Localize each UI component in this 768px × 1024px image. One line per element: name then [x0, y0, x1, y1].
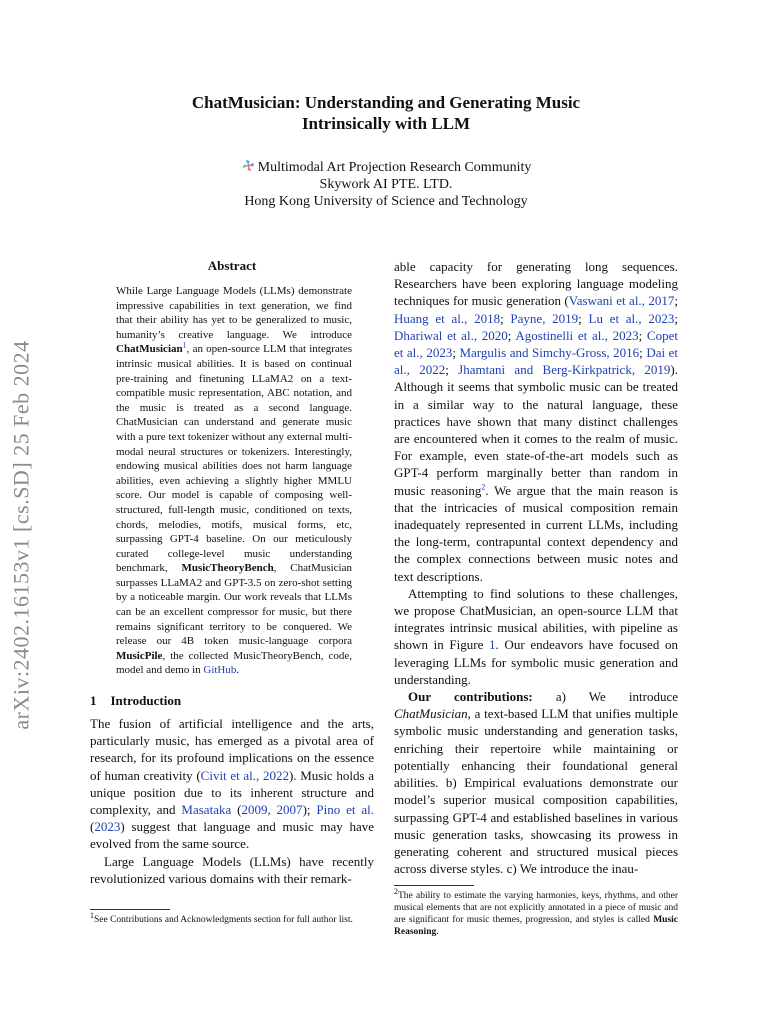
text-run: ). Although it seems that symbolic music can be treated in a similar way to the natural language, these practices have shown that many distinct challenges are encountered when it comes to the realm of music. For example, even state-of-the-art models such as GPT-4 perform marginally better than random in music reasoning: [394, 362, 678, 498]
figure-ref-link[interactable]: 1: [489, 637, 496, 653]
abstract-run: .: [236, 664, 240, 677]
abstract-model-name: ChatMusician: [116, 343, 183, 356]
text-run: (: [231, 802, 242, 818]
right-paragraph-2: [394, 585, 678, 688]
citation-link[interactable]: Dhariwal et al., 2020: [394, 327, 508, 343]
pinwheel-logo-icon: [241, 159, 256, 172]
citation-link[interactable]: Agostinelli et al., 2023: [515, 327, 639, 343]
footnote-1: [90, 909, 374, 926]
footnote-2-text: The ability to estimate the varying harmonies, keys, rhythms, and other musical elements that are not explicitly annotated in a piece of music and are significant for music themes, progression, and styles is called: [394, 891, 678, 925]
abstract-corpus-name: MusicPile: [116, 649, 163, 662]
text-run: ;: [452, 345, 460, 361]
footnote-2-term: Music Reasoning: [394, 915, 678, 937]
text-run: ;: [638, 327, 647, 343]
citation-link[interactable]: Copet et al., 2023: [394, 327, 678, 361]
citation-link[interactable]: Dai et al., 2022: [394, 345, 678, 378]
text-run: able capacity for generating long sequences. Researchers have been exploring language modeling techniques for music generation (: [394, 259, 678, 309]
footnote-1-mark: 1: [90, 910, 94, 920]
abstract-run: , the collected MusicTheoryBench, code, model and demo in: [116, 649, 352, 677]
section-title: Introduction: [110, 693, 182, 709]
abstract-run: While Large Language Models (LLMs) demonstrate impressive capabilities in text generation, we find that their ability has yet to be generalized to music, humanity’s creative language. We introduce: [116, 285, 352, 341]
citation-link[interactable]: Huang et al., 2018: [394, 310, 501, 326]
footnote-rule: [394, 885, 474, 886]
affiliations: [90, 159, 682, 210]
footnote-2-end: .: [436, 927, 439, 937]
intro-paragraph-2: [90, 853, 374, 887]
text-run: . We argue that the main reason is that the intricacies of musical composition remain inadequately represented in current LLMs, including the long-term, contrapuntal context dependency and the complex connections between music notes and text descriptions.: [394, 482, 679, 584]
text-run: . Our endeavors have focused on leveraging LLMs for symbolic music generation and understanding.: [394, 637, 678, 687]
arxiv-identifier-text: arXiv:2402.16153v1 [cs.SD] 25 Feb 2024: [9, 340, 34, 730]
citation-link[interactable]: Margulis and Simchy-Gross, 2016: [459, 345, 640, 361]
abstract-heading: Abstract: [207, 258, 257, 273]
abstract-benchmark-name: MusicTheoryBench: [181, 562, 274, 575]
github-link[interactable]: GitHub: [203, 664, 237, 677]
section-heading-introduction: [90, 693, 374, 709]
text-run: );: [302, 802, 317, 818]
paper-title: [90, 92, 682, 134]
citation-link[interactable]: 2009, 2007: [241, 802, 303, 818]
text-run: a) We introduce: [532, 689, 678, 705]
text-run: ;: [500, 310, 511, 326]
citation-link[interactable]: Lu et al., 2023: [588, 310, 675, 326]
citation-link[interactable]: Civit et al., 2022: [200, 767, 289, 783]
affiliation-3: Hong Kong University of Science and Technology: [244, 194, 528, 209]
citation-link[interactable]: Masataka: [181, 802, 232, 818]
right-paragraph-3: [394, 688, 678, 877]
section-number: 1: [90, 693, 97, 709]
contributions-label: Our contributions:: [408, 689, 533, 705]
right-column: [394, 258, 678, 877]
title-line-1: ChatMusician: Understanding and Generating Music: [191, 93, 581, 112]
text-run: ;: [445, 362, 459, 378]
footnote-2-mark: 2: [394, 886, 398, 896]
text-run: ;: [674, 310, 678, 326]
left-column: [90, 258, 374, 887]
affiliation-1-text: Multimodal Art Projection Research Community: [257, 160, 532, 175]
text-run: ;: [507, 327, 516, 343]
title-line-2: Intrinsically with LLM: [301, 114, 471, 133]
affiliation-2: Skywork AI PTE. LTD.: [319, 177, 453, 192]
text-run: Attempting to find solutions to these challenges, we propose ChatMusician, an open-source LLM that integrates intrinsic musical abilities, with pipeline as shown in Figure: [394, 585, 678, 653]
abstract-text: [116, 284, 352, 678]
citation-link[interactable]: Payne, 2019: [510, 310, 579, 326]
text-run: ;: [674, 293, 678, 309]
citation-link[interactable]: Vaswani et al., 2017: [568, 293, 675, 309]
footnote-ref-1[interactable]: 1: [182, 340, 187, 350]
text-run: Large Language Models (LLMs) have recently revolutionized various domains with their remark-: [90, 853, 374, 886]
arxiv-identifier: [2, 320, 42, 750]
text-run: The fusion of artificial intelligence and the arts, particularly music, has emerged as a pivotal area of research, for its profound implications on the essence of human creativity (: [90, 716, 374, 783]
affiliation-1: [90, 159, 682, 176]
citation-link[interactable]: Pino et al.: [316, 802, 374, 818]
footnote-2: [394, 885, 678, 938]
footnote-rule: [90, 909, 170, 910]
text-run: ;: [578, 310, 589, 326]
abstract-run: , an open-source LLM that integrates intrinsic musical abilities. It is based on continual pre-training and finetuning LLaMA2 on a text-compatible music representation, ABC notation, and the music is treated as a second language. ChatMusician can understand and generate music with a pure text tokenizer without any external multi-modal neural structures or tokenizers. Interestingly, endowing musical abilities does not harm language abilities, even achieving a slightly higher MMLU score. Our model is capable of composing well-structured, full-length music, conditioned on texts, chords, melodies, motifs, musical forms, etc, surpassing GPT-4 baseline. On our meticulously curated college-level music understanding benchmark,: [116, 343, 352, 575]
citation-link[interactable]: 2023: [94, 819, 121, 835]
model-name-italic: ChatMusician: [394, 706, 468, 722]
citation-link[interactable]: Jhamtani and Berg-Kirkpatrick, 2019: [458, 362, 671, 378]
text-run: (: [90, 819, 95, 835]
text-run: ) suggest that language and music may have evolved from the same source.: [90, 819, 374, 852]
footnote-ref-2[interactable]: 2: [481, 482, 486, 492]
intro-paragraph-1: [90, 715, 374, 853]
text-run: , a text-based LLM that unifies multiple symbolic music understanding and generation tasks, enriching their repertoire while maintaining or potentially enhancing their foundational general abilities. b) Empirical evaluations demonstrate our model’s superior musical composition capabilities, surpassing GPT-4 and established baselines in various music generation tasks, showcasing its prowess in generating coherent and structured musical pieces across diverse styles. c) We introduce the inau-: [394, 706, 678, 877]
right-paragraph-1: [394, 258, 678, 585]
footnote-1-text: See Contributions and Acknowledgments section for full author list.: [94, 915, 353, 925]
text-run: ;: [639, 345, 647, 361]
abstract-run: , ChatMusician surpasses LLaMA2 and GPT-3.5 on zero-shot setting by a noticeable margin. Our work reveals that LLMs can be an excellent compressor for music, but there remains significant territory to be conquered. We release our 4B token music-language corpora: [116, 562, 352, 648]
text-run: ). Music holds a unique position due to its inherent structure and complexity, and: [90, 767, 374, 818]
